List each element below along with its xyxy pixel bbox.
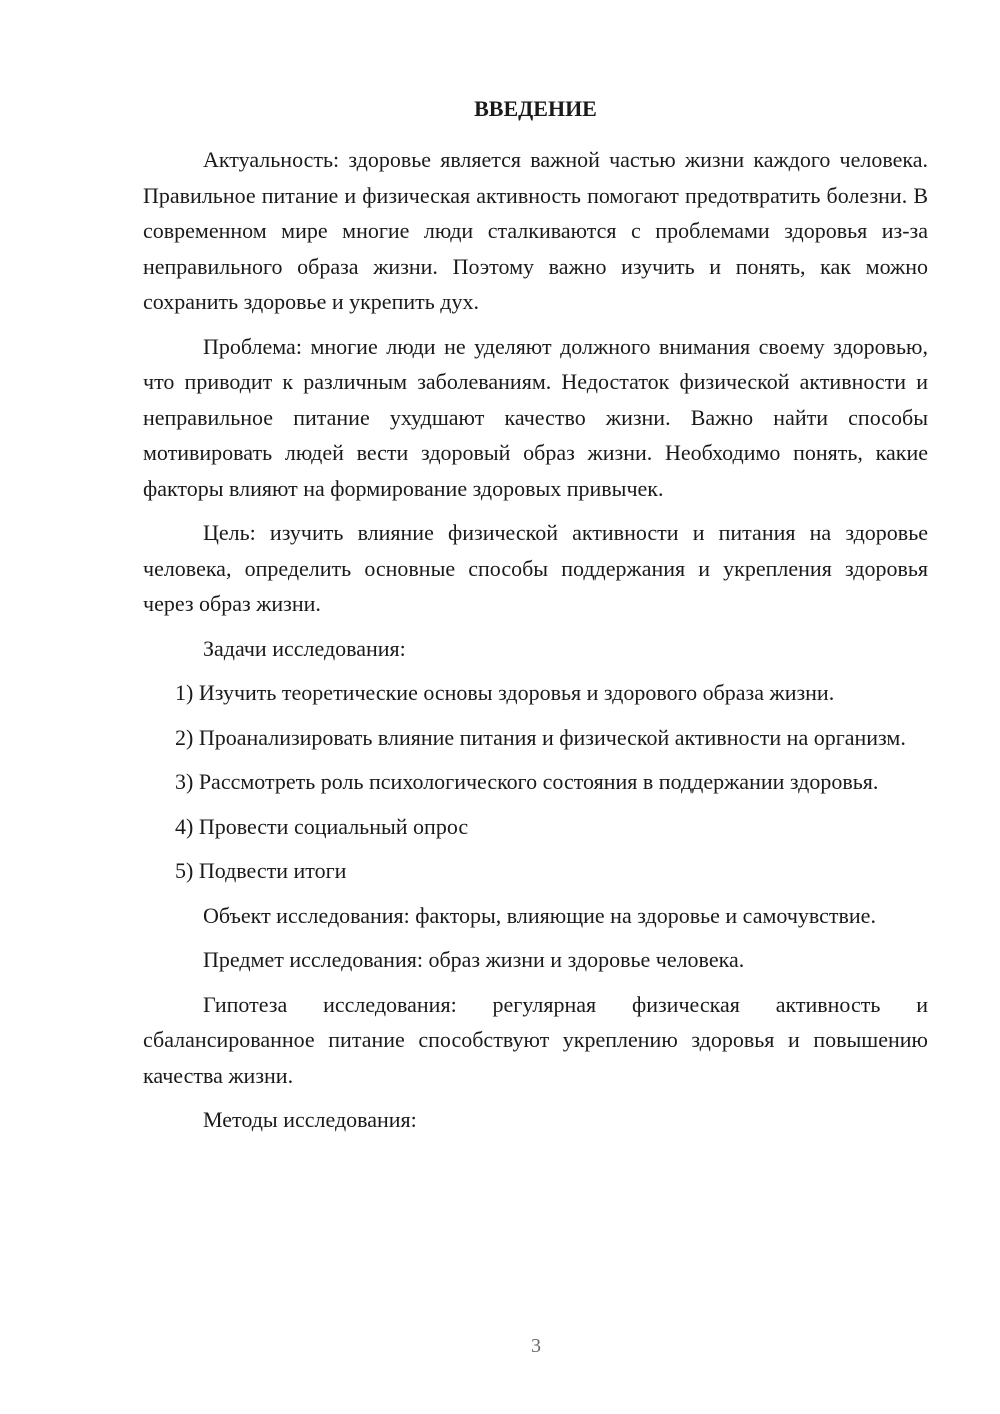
paragraph-hypothesis: Гипотеза исследования: регулярная физическая активность и сбалансированное питание способствуют укреплению здоровья и повышению качества жизни. bbox=[143, 991, 928, 1088]
paragraph-object: Объект исследования: факторы, влияющие на здоровье и самочувствие. bbox=[203, 902, 876, 928]
paragraph-methods: Методы исследования: bbox=[203, 1107, 417, 1132]
page-number: 3 bbox=[531, 1335, 541, 1357]
paragraph-problem: Проблема: многие люди не уделяют должного внимания своему здоровью, что приводит к различным заболеваниям. Недостаток физической активности и неправильное питание ухудшают качество жизни. Важно найти способы мотивировать людей вести здоровый образ жизни. Необходимо понять, какие факторы влияют на формирование здоровых привычек. bbox=[143, 333, 928, 501]
task-item-4: 4) Провести социальный опрос bbox=[175, 813, 469, 839]
paragraph-subject: Предмет исследования: образ жизни и здоровье человека. bbox=[203, 947, 745, 972]
paragraph-tasks-heading: Задачи исследования: bbox=[203, 635, 406, 661]
document-body bbox=[143, 142, 928, 1147]
task-item-3: 3) Рассмотреть роль психологического состояния в поддержании здоровья. bbox=[175, 769, 879, 794]
page-title: ВВЕДЕНИЕ bbox=[474, 96, 597, 121]
task-item-1: 1) Изучить теоретические основы здоровья и здорового образа жизни. bbox=[175, 680, 835, 705]
paragraph-goal: Цель: изучить влияние физической активности и питания на здоровье человека, определить основные способы поддержания и укрепления здоровья через образ жизни. bbox=[143, 520, 928, 616]
task-item-5: 5) Подвести итоги bbox=[175, 858, 347, 883]
task-item-2: 2) Проанализировать влияние питания и физической активности на организм. bbox=[175, 724, 906, 750]
paragraph-relevance: Актуальность: здоровье является важной частью жизни каждого человека. Правильное питание и физическая активность помогают предотвратить болезни. В современном мире многие люди сталкиваются с проблемами здоровья из-за неправильного образа жизни. Поэтому важно изучить и понять, как можно сохранить здоровье и укрепить дух. bbox=[143, 147, 928, 314]
